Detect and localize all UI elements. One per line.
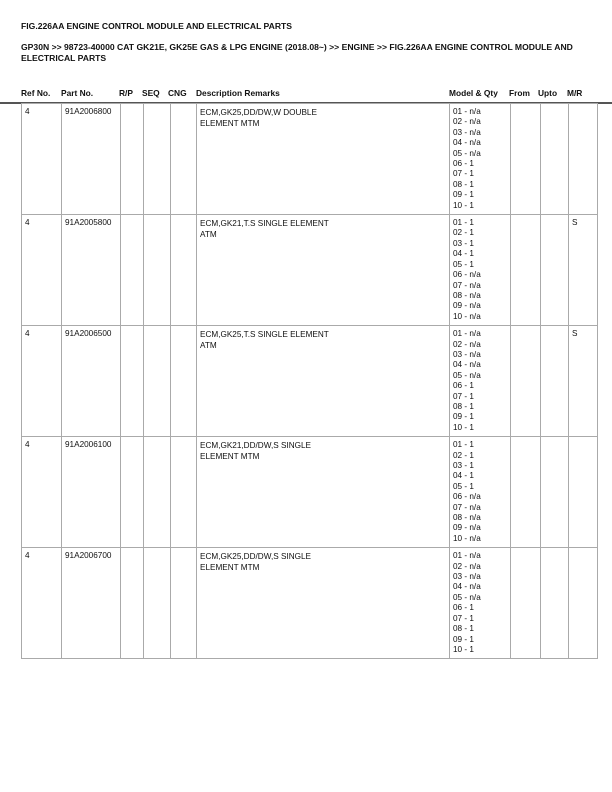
model-qty-cell-line: 04 - 1 [453,471,474,481]
model-qty-cell-line: 03 - 1 [453,461,474,470]
model-qty-cell-line: 09 - n/a [453,523,481,533]
model-qty-cell-line: 05 - 1 [453,481,474,491]
model-qty-cell-line: 01 - 1 [453,218,474,228]
model-qty-cell-line: 10 - n/a [453,533,481,543]
rp-cell [121,326,144,437]
model-qty-cell [450,104,511,215]
upto-cell [541,548,569,659]
model-qty-cell-line: 09 - n/a [453,301,481,311]
part-no-cell: 91A2006100 [62,437,121,548]
seq-cell [144,215,171,326]
model-qty-cell-line: 10 - 1 [453,422,474,432]
ref-no-cell: 4 [22,437,62,548]
cng-cell [171,437,197,548]
table-row [22,104,598,215]
model-qty-cell [450,548,511,659]
description-cell-line: ECM,GK21,T.S SINGLE ELEMENT [200,219,329,229]
model-qty-cell-line: 01 - 1 [453,440,474,450]
model-qty-cell-line: 01 - n/a [453,551,481,561]
model-qty-cell-line: 07 - n/a [453,280,481,290]
model-qty-cell-line: 05 - n/a [453,592,481,602]
model-qty-cell-line: 08 - 1 [453,179,474,189]
upto-cell [541,104,569,215]
table-row [22,437,598,548]
table-row [22,548,598,659]
part-no-cell: 91A2006800 [62,104,121,215]
description-cell-line: ATM [200,341,217,351]
col-model-qty: Model & Qty [449,88,498,98]
col-part-no: Part No. [61,88,94,98]
model-qty-cell [450,215,511,326]
model-qty-cell-line: 09 - 1 [453,634,474,644]
model-qty-cell-line: 07 - 1 [453,169,474,179]
model-qty-cell-line: 07 - 1 [453,391,474,401]
rp-cell [121,104,144,215]
col-rp: R/P [119,88,133,98]
model-qty-cell-line: 03 - n/a [453,349,481,359]
cng-cell [171,548,197,659]
model-qty-cell-line: 09 - 1 [453,190,474,200]
ref-no-cell: 4 [22,548,62,659]
model-qty-cell-line: 06 - 1 [453,381,474,391]
col-description: Description Remarks [196,88,280,98]
model-qty-cell [450,326,511,437]
model-qty-cell-line: 02 - 1 [453,228,474,238]
part-no-cell: 91A2005800 [62,215,121,326]
from-cell [511,326,541,437]
col-mr: M/R [567,88,583,98]
model-qty-cell-line: 03 - 1 [453,238,474,248]
table-row [22,326,598,437]
model-qty-cell-line: 02 - n/a [453,339,481,349]
table-row [22,215,598,326]
model-qty-cell-line: 04 - 1 [453,249,474,259]
model-qty-cell-line: 06 - n/a [453,492,481,502]
model-qty-cell-line: 04 - n/a [453,582,481,592]
model-qty-cell-line: 05 - n/a [453,370,481,380]
model-qty-cell-line: 06 - 1 [453,159,474,169]
mr-cell: S [569,215,598,326]
rp-cell [121,215,144,326]
description-cell-line: ATM [200,230,217,240]
from-cell [511,548,541,659]
upto-cell [541,215,569,326]
cng-cell [171,104,197,215]
model-qty-cell-line: 04 - n/a [453,360,481,370]
ref-no-cell: 4 [22,104,62,215]
description-cell-line: ELEMENT MTM [200,119,260,128]
description-cell [197,104,450,215]
model-qty-cell-line: 05 - n/a [453,148,481,158]
model-qty-cell-line: 08 - n/a [453,290,481,300]
model-qty-cell-line: 01 - n/a [453,329,481,339]
part-no-cell: 91A2006700 [62,548,121,659]
description-cell [197,215,450,326]
description-cell-line: ECM,GK25,DD/DW,W DOUBLE [200,108,317,117]
col-ref-no: Ref No. [21,88,51,98]
part-no-cell: 91A2006500 [62,326,121,437]
mr-cell [569,437,598,548]
description-cell-line: ELEMENT MTM [200,452,260,462]
description-cell [197,548,450,659]
model-qty-cell-line: 06 - 1 [453,603,474,613]
page-title: FIG.226AA ENGINE CONTROL MODULE AND ELECTRICAL PARTS [21,21,293,31]
from-cell [511,437,541,548]
model-qty-cell-line: 02 - n/a [453,561,481,571]
model-qty-cell-line: 09 - 1 [453,412,474,422]
model-qty-cell-line: 01 - n/a [453,107,481,116]
model-qty-cell-line: 08 - 1 [453,624,474,634]
model-qty-cell-line: 06 - n/a [453,270,481,280]
from-cell [511,215,541,326]
mr-cell: S [569,326,598,437]
mr-cell [569,548,598,659]
table-header [0,88,612,101]
mr-cell [569,104,598,215]
seq-cell [144,437,171,548]
cng-cell [171,215,197,326]
model-qty-cell-line: 04 - n/a [453,138,481,148]
description-cell-line: ECM,GK25,T.S SINGLE ELEMENT [200,330,329,340]
from-cell [511,104,541,215]
model-qty-cell-line: 08 - n/a [453,513,481,523]
model-qty-cell-line: 10 - n/a [453,311,481,321]
col-from: From [509,88,530,98]
upto-cell [541,326,569,437]
col-upto: Upto [538,88,558,98]
rp-cell [121,548,144,659]
seq-cell [144,548,171,659]
upto-cell [541,437,569,548]
model-qty-cell-line: 07 - n/a [453,502,481,512]
model-qty-cell-line: 08 - 1 [453,401,474,411]
model-qty-cell-line: 03 - n/a [453,127,481,137]
seq-cell [144,326,171,437]
model-qty-cell-line: 02 - 1 [453,450,474,460]
description-cell-line: ECM,GK25,DD/DW,S SINGLE [200,552,312,562]
parts-table [21,103,598,659]
col-cng: CNG [168,88,187,98]
col-seq: SEQ [142,88,160,98]
model-qty-cell-line: 07 - 1 [453,613,474,623]
description-cell-line: ECM,GK21,DD/DW,S SINGLE [200,441,312,451]
model-qty-cell-line: 02 - n/a [453,117,481,127]
model-qty-cell-line: 05 - 1 [453,259,474,269]
description-cell [197,437,450,548]
model-qty-cell-line: 10 - 1 [453,644,474,654]
ref-no-cell: 4 [22,215,62,326]
description-cell-line: ELEMENT MTM [200,563,260,573]
model-qty-cell [450,437,511,548]
cng-cell [171,326,197,437]
model-qty-cell-line: 03 - n/a [453,572,481,582]
breadcrumb: GP30N >> 98723-40000 CAT GK21E, GK25E GAS & LPG ENGINE (2018.08~) >> ENGINE >> FIG.226AA ENGINE CONTROL MODULE AND ELECTRICAL PARTS [21,42,573,63]
model-qty-cell-line: 10 - 1 [453,200,474,210]
ref-no-cell: 4 [22,326,62,437]
seq-cell [144,104,171,215]
description-cell [197,326,450,437]
rp-cell [121,437,144,548]
